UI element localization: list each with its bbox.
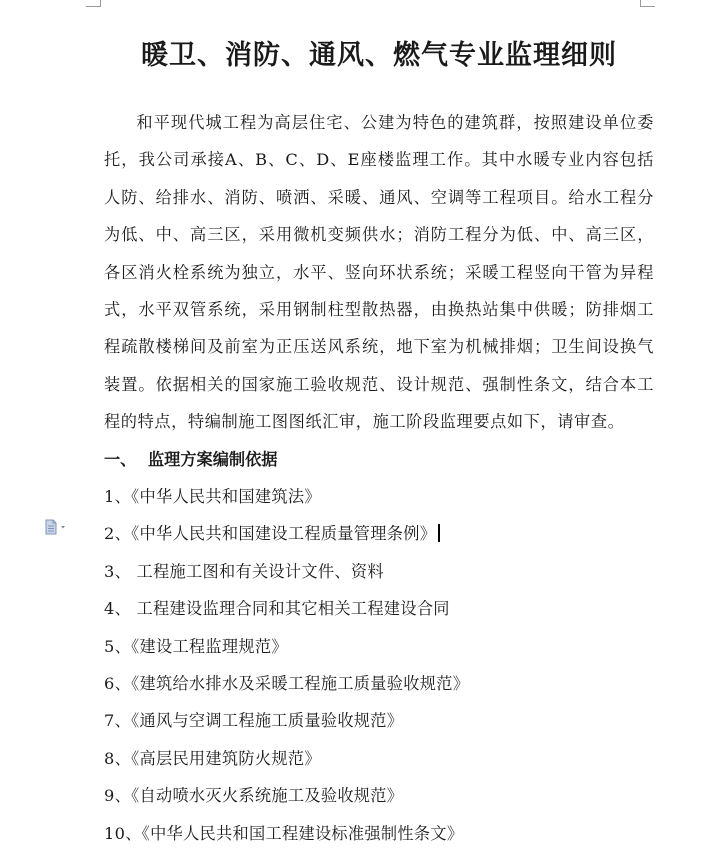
list-item: 9、《自动喷水灭火系统施工及验收规范》: [104, 786, 404, 806]
list-item: 6、《建筑给水排水及采暖工程施工质量验收规范》: [104, 674, 470, 693]
section-number: 一、: [104, 449, 137, 469]
list-item: 1、《中华人民共和国建筑法》: [104, 487, 321, 507]
section-title: 监理方案编制依据: [148, 449, 278, 469]
intro-paragraph: 和平现代城工程为高层住宅、公建为特色的建筑群，按照建设单位委托，我公司承接A、B、C、D、E座楼监理工作。其中水暖专业内容包括人防、给排水、消防、喷洒、采暖、通风、空调等工程项目。给水工程分为低、中、高三区，采用微机变频供水；消防工程分为低、中、高三区，各区消火栓系统为独立，水平、竖向环状系统；采暖工程竖向干管为异程式，水平双管系统，采用钢制柱型散热器，由换热站集中供暖；防排烟工程疏散楼梯间及前室为正压送风系统，地下室为机械排烟；卫生间设换气装置。依据相关的国家施工验收规范、设计规范、强制性条文，结合本工程的特点，特编制施工图图纸汇审，施工阶段监理要点如下，请审查。: [104, 113, 654, 432]
document-title: 暖卫、消防、通风、燃气专业监理细则: [141, 40, 617, 71]
list-item: 2、《中华人民共和国建设工程质量管理条例》: [104, 515, 654, 552]
list-item: 7、《通风与空调工程施工质量验收规范》: [104, 711, 404, 731]
list-item: 4、 工程建设监理合同和其它相关工程建设合同: [104, 599, 450, 619]
page-corner-mark-right: [640, 0, 655, 7]
section-heading: [104, 441, 654, 478]
list-item: 8、《高层民用建筑防火规范》: [104, 748, 321, 768]
list-item: 3、 工程施工图和有关设计文件、资料: [104, 561, 384, 581]
document-icon[interactable]: [44, 519, 70, 535]
list-item: 10、《中华人民共和国工程建设标准强制性条文》: [104, 823, 464, 843]
document-page: [104, 28, 654, 852]
text-cursor: [438, 524, 440, 542]
basis-list: [104, 478, 654, 852]
list-item: 5、《建设工程监理规范》: [104, 636, 288, 656]
page-corner-mark-left: [86, 0, 101, 7]
